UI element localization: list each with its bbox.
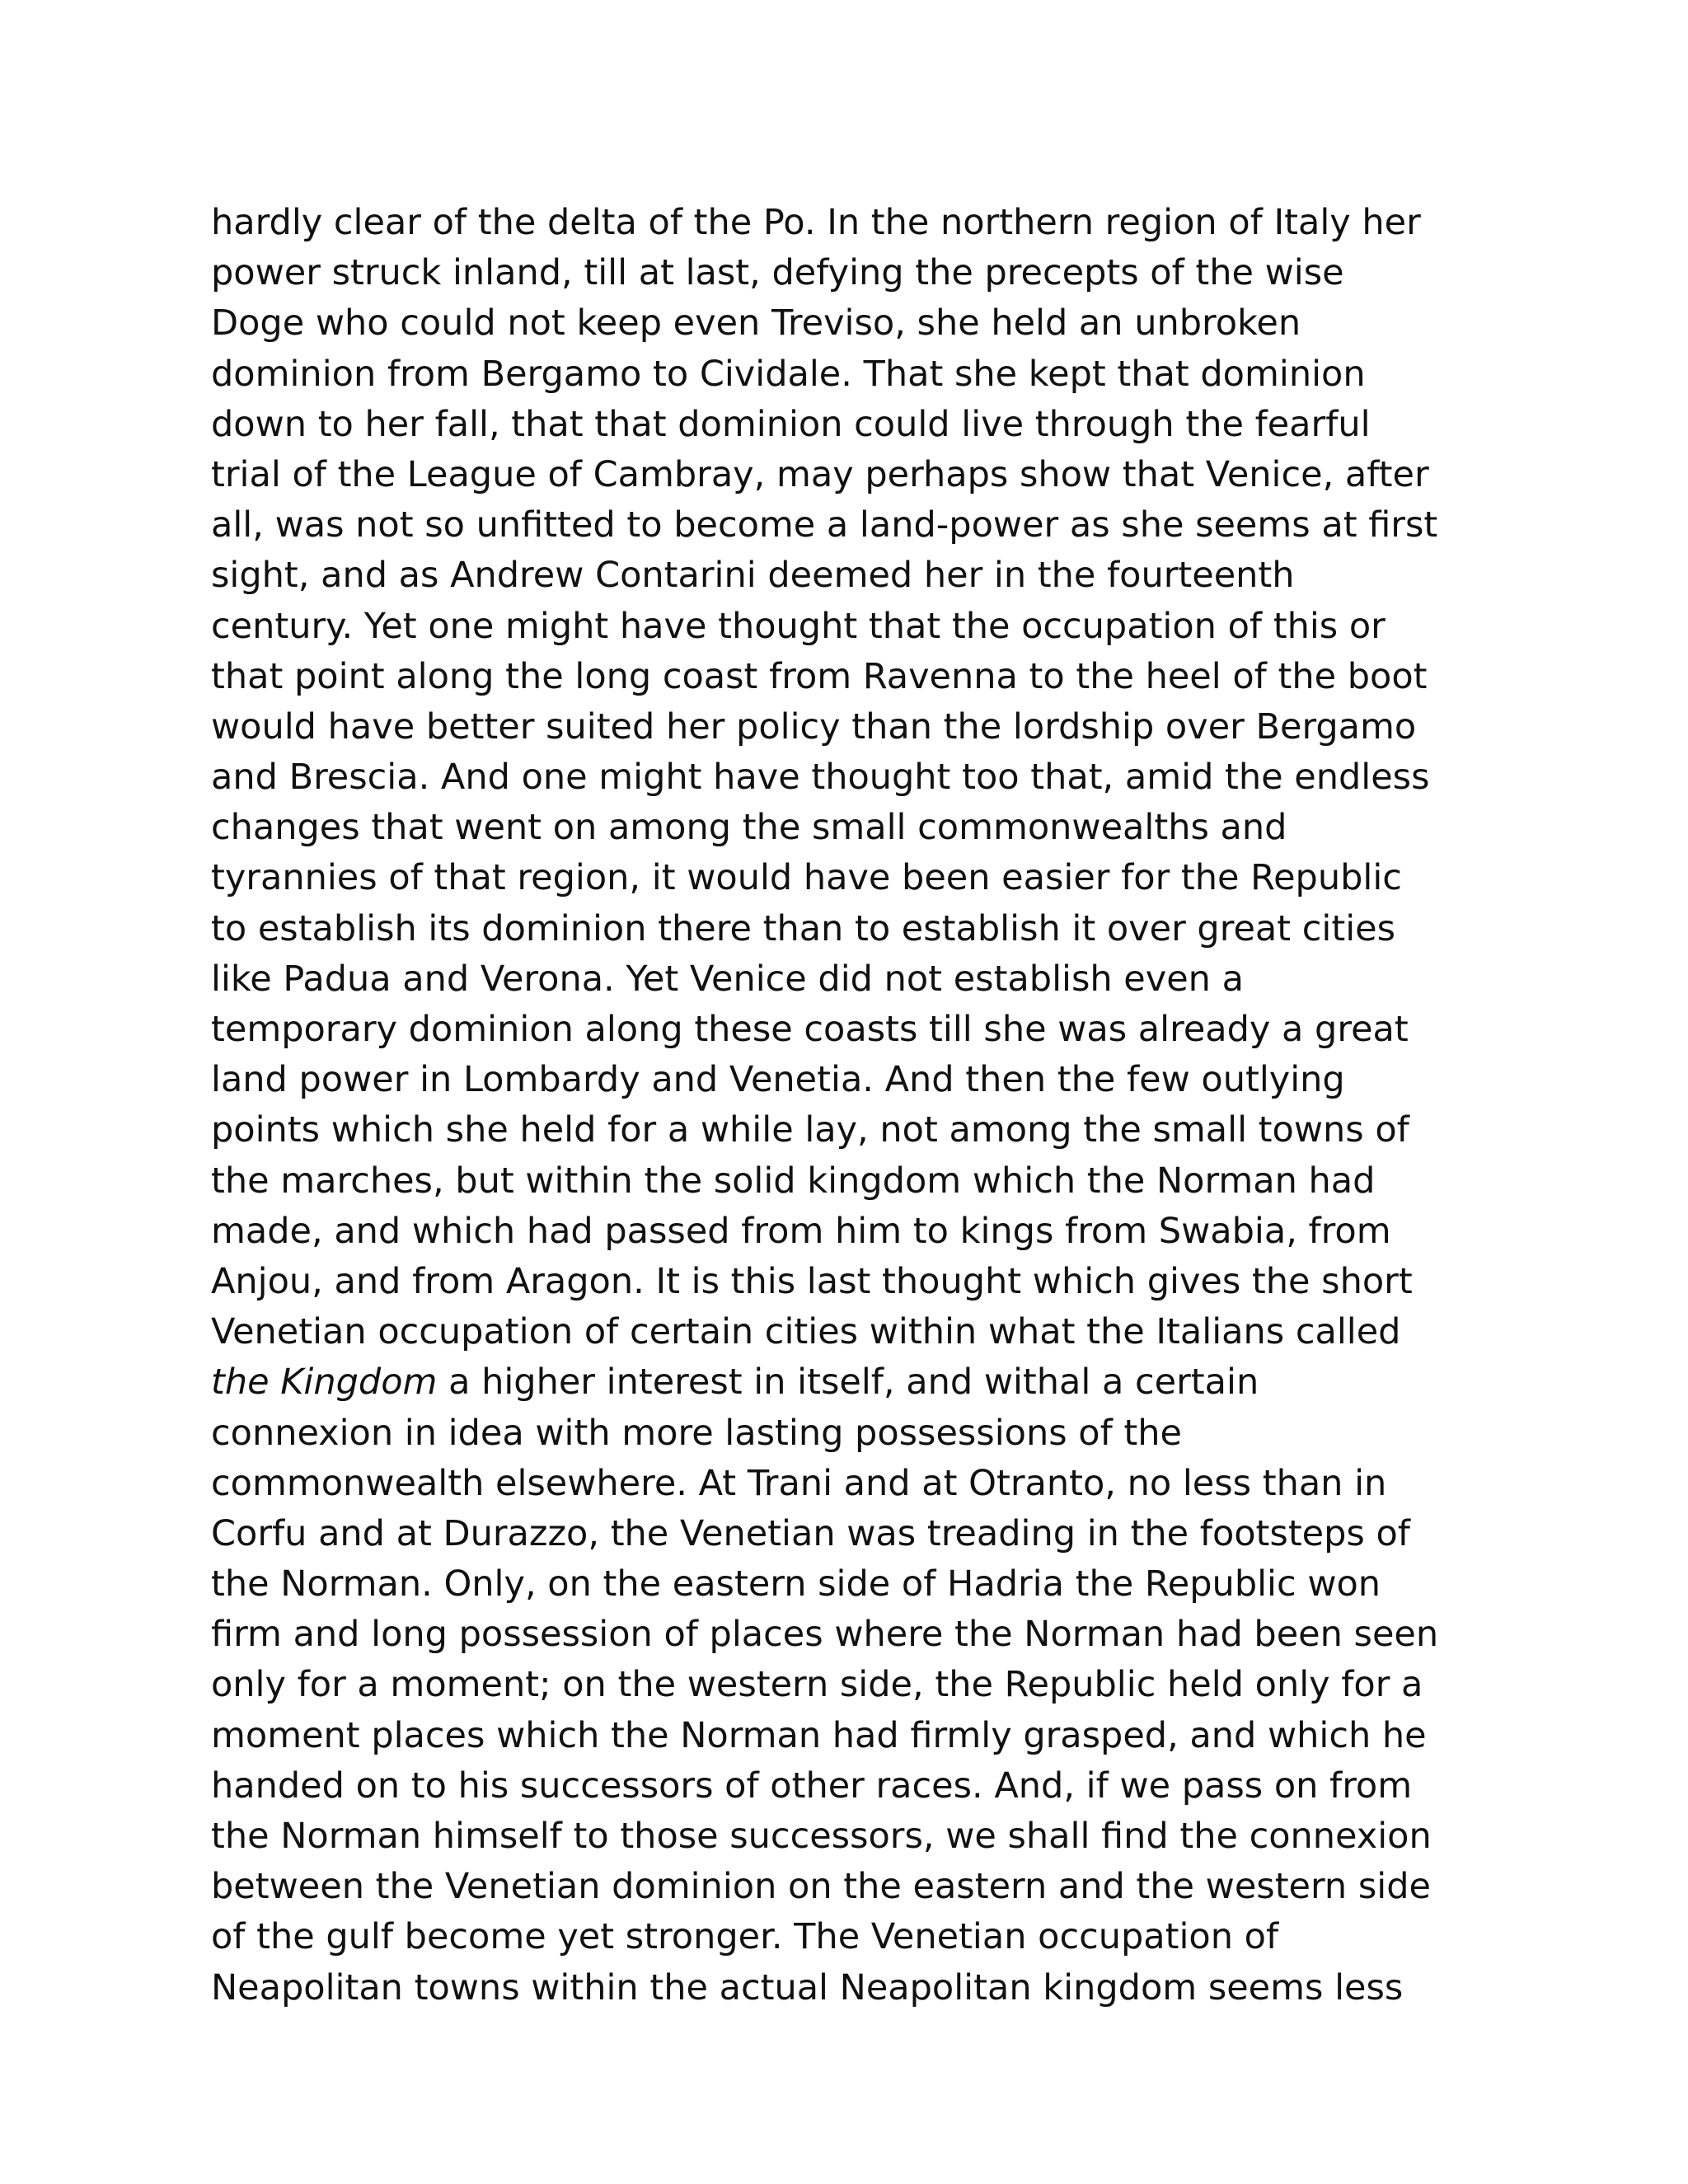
text-line: commonwealth elsewhere. At Trani and at Otranto, no less than in — [211, 1462, 1387, 1504]
text-line: the Norman. Only, on the eastern side of Hadria the Republic won — [211, 1563, 1381, 1605]
text-line: trial of the League of Cambray, may perhaps show that Venice, after — [211, 453, 1429, 495]
text-line: points which she held for a while lay, not among the small towns of — [211, 1109, 1409, 1151]
text-line: like Padua and Verona. Yet Venice did not establish even a — [211, 958, 1244, 1000]
text-line: Neapolitan towns within the actual Neapolitan kingdom seems less — [211, 1966, 1404, 2008]
text-line: the Norman himself to those successors, we shall find the connexion — [211, 1816, 1432, 1857]
text-line: connexion in idea with more lasting possessions of the — [211, 1412, 1182, 1454]
text-line: only for a moment; on the western side, the Republic held only for a — [211, 1664, 1423, 1706]
text-line: century. Yet one might have thought that the occupation of this or — [211, 605, 1386, 647]
text-line: and Brescia. And one might have thought too that, amid the endless — [211, 757, 1430, 799]
text-line: Doge who could not keep even Treviso, she held an unbroken — [211, 302, 1301, 344]
text-line — [211, 1357, 1497, 1408]
text-line: down to her fall, that that dominion could live through the fearful — [211, 403, 1371, 445]
text-line: temporary dominion along these coasts till she was already a great — [211, 1009, 1409, 1050]
text-line: dominion from Bergamo to Cividale. That she kept that dominion — [211, 353, 1366, 395]
text-line: handed on to his successors of other races. And, if we pass on from — [211, 1765, 1413, 1807]
italic-phrase: the Kingdom — [211, 1361, 438, 1404]
text-line: that point along the long coast from Ravenna to the heel of the boot — [211, 655, 1428, 697]
text-line: firm and long possession of places where the Norman had been seen — [211, 1614, 1439, 1656]
text-line-rest: a higher interest in itself, and withal a certain — [437, 1361, 1259, 1404]
text-line: the marches, but within the solid kingdom which the Norman had — [211, 1160, 1376, 1202]
text-line: moment places which the Norman had firmly grasped, and which he — [211, 1714, 1427, 1756]
text-line: Anjou, and from Aragon. It is this last thought which gives the short — [211, 1260, 1413, 1302]
text-line: Venetian occupation of certain cities within what the Italians called — [211, 1311, 1401, 1353]
text-line: hardly clear of the delta of the Po. In the northern region of Italy her — [211, 202, 1421, 243]
text-line: of the gulf become yet stronger. The Venetian occupation of — [211, 1916, 1279, 1958]
text-line: between the Venetian dominion on the eastern and the western side — [211, 1866, 1431, 1908]
text-line: would have better suited her policy than the lordship over Bergamo — [211, 705, 1417, 748]
text-line: land power in Lombardy and Venetia. And then the few outlying — [211, 1059, 1345, 1101]
text-line: power struck inland, till at last, defying the precepts of the wise — [211, 252, 1344, 294]
text-line: tyrannies of that region, it would have been easier for the Republic — [211, 857, 1402, 899]
body-text — [211, 198, 1497, 2013]
text-line: sight, and as Andrew Contarini deemed her in the fourteenth — [211, 555, 1295, 597]
text-line: all, was not so unfitted to become a land-power as she seems at first — [211, 504, 1438, 546]
text-line: changes that went on among the small commonwealths and — [211, 807, 1287, 849]
text-line: Corfu and at Durazzo, the Venetian was treading in the footsteps of — [211, 1512, 1410, 1554]
text-line: made, and which had passed from him to kings from Swabia, from — [211, 1210, 1391, 1252]
text-line: to establish its dominion there than to establish it over great cities — [211, 907, 1396, 949]
